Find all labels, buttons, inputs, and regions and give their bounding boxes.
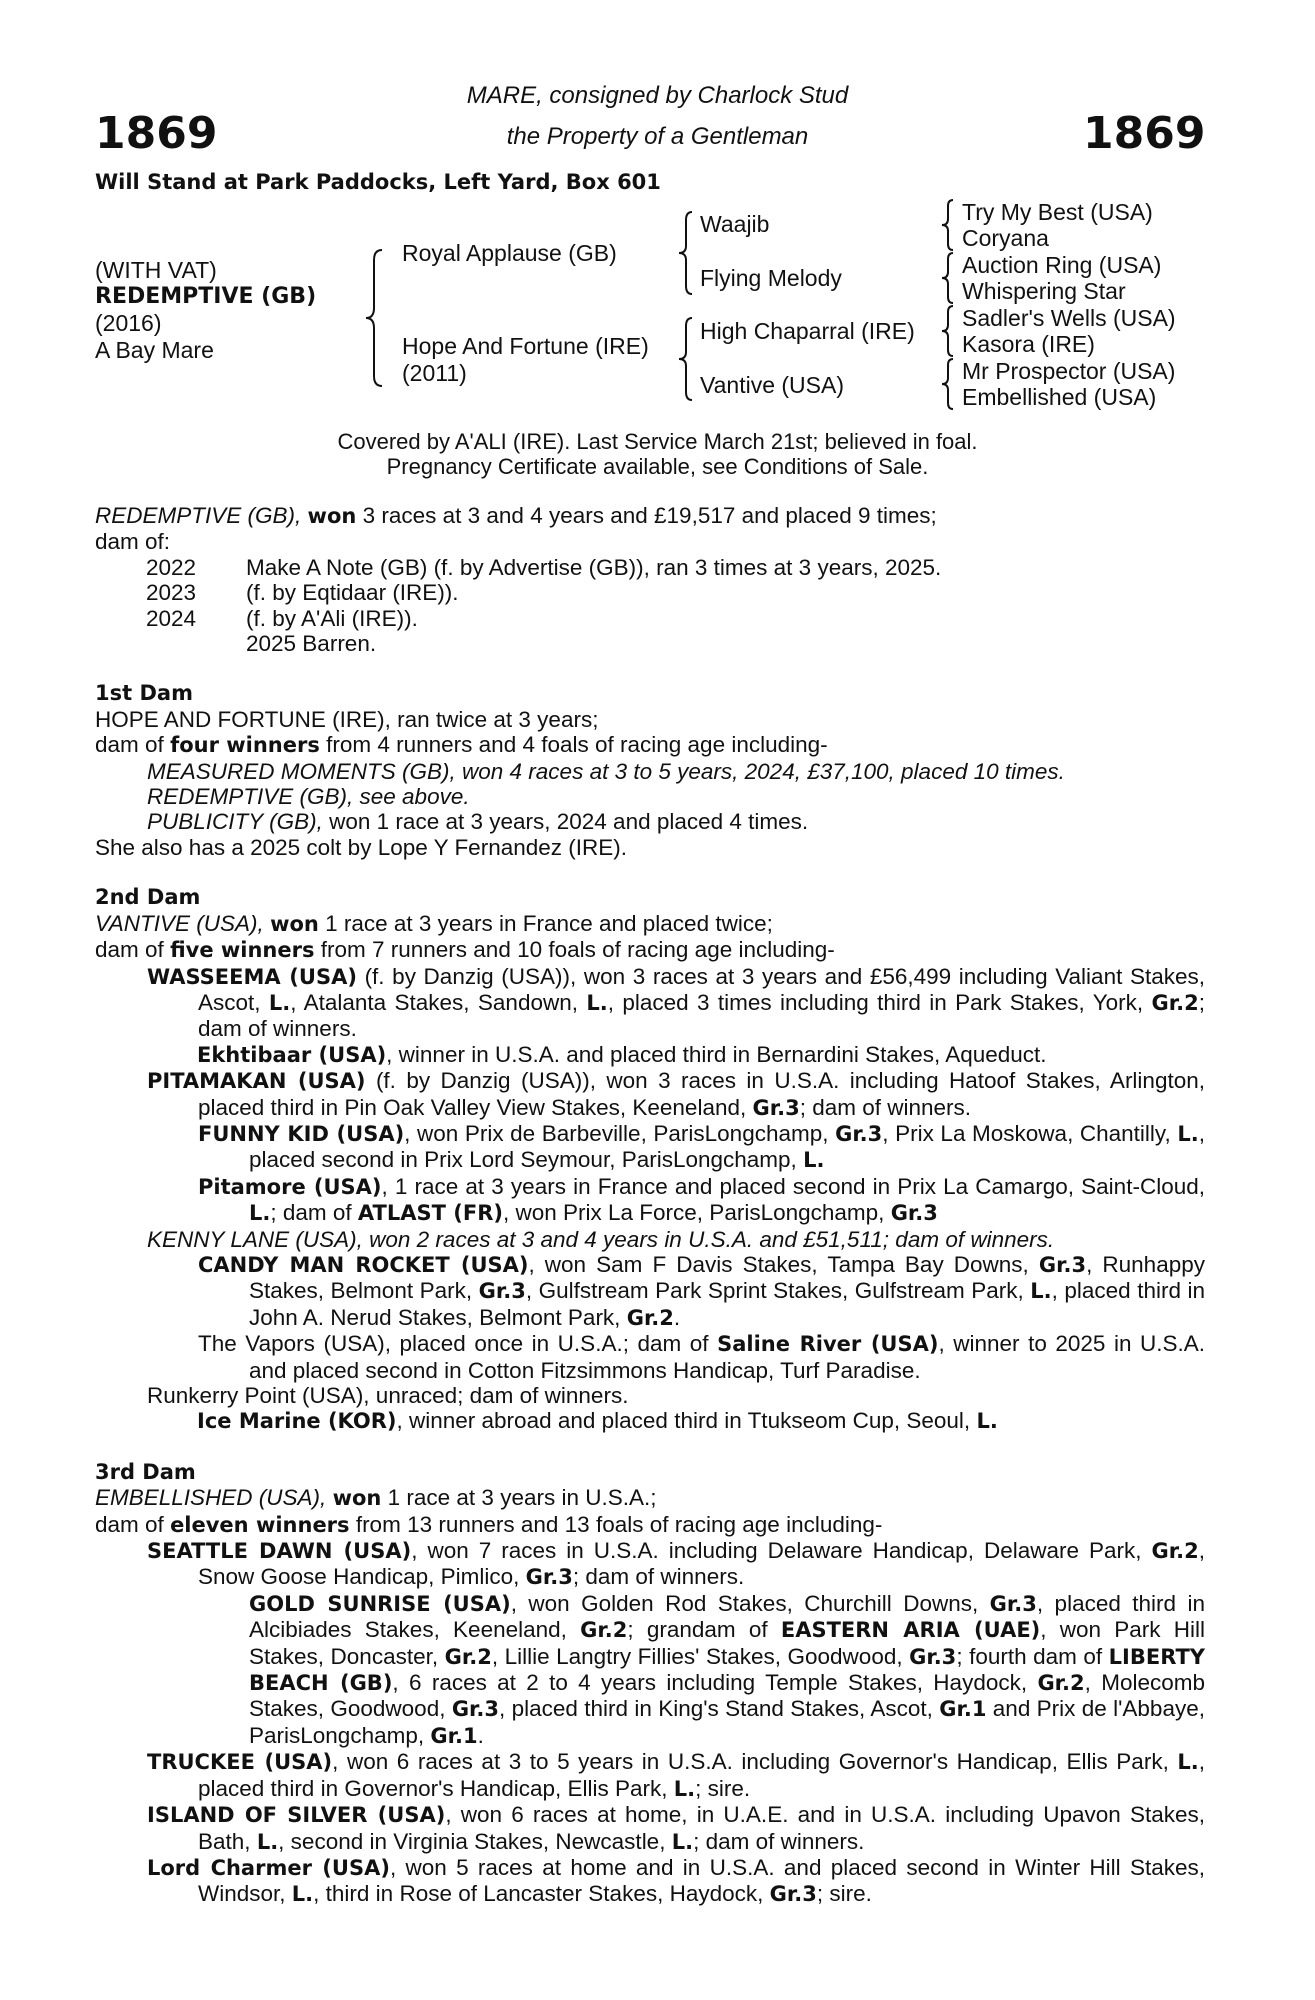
dam-year: (2011) [402, 360, 467, 386]
covered-line-2: Pregnancy Certificate available, see Conditions of Sale. [386, 454, 929, 479]
produce-gold-sunrise: GOLD SUNRISE (USA), won Golden Rod Stakes, Churchill Downs, Gr.3, placed third in Alcibiades Stakes, Keeneland, Gr.2; grandam of EASTERN ARIA (UAE), won Park Hill Stakes, Doncaster, Gr.2, Lillie Langtry Fillies' Stakes, Goodwood, Gr.3; fourth dam of LIBERTY BEACH (GB), 6 races at 2 to 4 years including Temple Stakes, Haydock, Gr.2, Molecomb Stakes, Goodwood, Gr.3, placed third in King's Stand Stakes, Ascot, Gr.1 and Prix de l'Abbaye, ParisLongchamp, Gr.1. [249, 1590, 1206, 1748]
produce-candy-man-rocket: CANDY MAN ROCKET (USA), won Sam F Davis Stakes, Tampa Bay Downs, Gr.3, Runhappy Stakes, Belmont Park, Gr.3, Gulfstream Park Sprint Stakes, Gulfstream Park, L., placed third in John A. Nerud Stakes, Belmont Park, Gr.2. [198, 1251, 1205, 1330]
consignor-line-1: MARE, consigned by Charlock Stud [466, 82, 849, 109]
produce-seattle-dawn: SEATTLE DAWN (USA), won 7 races in U.S.A. including Delaware Handicap, Delaware Park, Gr.2, Snow Goose Handicap, Pimlico, Gr.3; dam of winners. [147, 1538, 1205, 1590]
produce-truckee: TRUCKEE (USA), won 6 races at 3 to 5 years in U.S.A. including Governor's Handicap, Ellis Park, L., placed third in Governor's Handicap, Ellis Park, L.; sire. [147, 1749, 1206, 1801]
subject-name: REDEMPTIVE (GB) [95, 284, 317, 309]
foal-row: 2025 Barren. [246, 631, 377, 657]
produce-pitamakan: PITAMAKAN (USA) (f. by Danzig (USA)), won 3 races in U.S.A. including Hatoof Stakes, Arlington, placed third in Pin Oak Valley View Stakes, Keeneland, Gr.3; dam of winners. [147, 1068, 1205, 1120]
produce-wasseema: WASSEEMA (USA) (f. by Danzig (USA)), won 3 races at 3 years and £56,499 including Valiant Stakes, Ascot, L., Atalanta Stakes, Sandown, L., placed 3 times including third in Park Stakes, York, Gr.2; dam of winners. [147, 963, 1205, 1042]
produce-island-of-silver: ISLAND OF SILVER (USA), won 6 races at home, in U.A.E. and in U.S.A. including Upavon Stakes, Bath, L., second in Virginia Stakes, Newcastle, L.; dam of winners. [147, 1802, 1205, 1854]
dam: Hope And Fortune (IRE) [402, 333, 649, 359]
ped-ddd: Embellished (USA) [962, 384, 1157, 410]
foal-row: 2024 (f. by A'Ali (IRE)). [146, 605, 418, 631]
pedigree-brace-3d [938, 357, 958, 411]
subject-description: A Bay Mare [95, 337, 214, 363]
covered-line-1: Covered by A'ALI (IRE). Last Service March 21st; believed in foal. [337, 429, 978, 454]
sire-dam: Flying Melody [700, 265, 842, 291]
subject-year: (2016) [95, 310, 162, 336]
first-dam-line: She also has a 2025 colt by Lope Y Fernandez (IRE). [95, 834, 628, 860]
sire-sire: Waajib [700, 211, 770, 237]
first-dam-line: dam of four winners from 4 runners and 4 foals of racing age including- [95, 732, 828, 758]
ped-ssd: Coryana [962, 225, 1049, 251]
ped-dds: Mr Prospector (USA) [962, 358, 1176, 384]
produce-pitamore: Pitamore (USA), 1 race at 3 years in France and placed second in Prix La Camargo, Saint-Cloud, L.; dam of ATLAST (FR), won Prix La Force, ParisLongchamp, Gr.3 [198, 1173, 1205, 1226]
foal-row: 2022 Make A Note (GB) (f. by Advertise (GB)), ran 3 times at 3 years, 2025. [146, 554, 942, 580]
produce-ekhtibaar: Ekhtibaar (USA), winner in U.S.A. and placed third in Bernardini Stakes, Aqueduct. [197, 1041, 1047, 1067]
first-dam-heading: 1st Dam [95, 681, 193, 706]
first-dam-line: HOPE AND FORTUNE (IRE), ran twice at 3 years; [95, 706, 599, 732]
lot-number-left: 1869 [95, 108, 218, 159]
dam-sire: High Chaparral (IRE) [700, 318, 915, 344]
third-dam-heading: 3rd Dam [95, 1459, 196, 1484]
lot-number-right: 1869 [1083, 108, 1206, 159]
catalogue-body [95, 503, 1205, 1908]
second-dam-line: dam of five winners from 7 runners and 10 foals of racing age including- [95, 937, 835, 963]
third-dam-line: dam of eleven winners from 13 runners and 13 foals of racing age including- [95, 1511, 883, 1537]
ped-sss: Try My Best (USA) [962, 199, 1153, 225]
sire: Royal Applause (GB) [402, 240, 617, 266]
first-dam-produce: PUBLICITY (GB), won 1 race at 3 years, 2024 and placed 4 times. [147, 809, 809, 835]
second-dam-line: VANTIVE (USA), won 1 race at 3 years in France and placed twice; [95, 910, 773, 936]
pedigree-brace-2a [674, 210, 698, 296]
ped-dss: Sadler's Wells (USA) [962, 305, 1176, 331]
pedigree-brace-1 [360, 248, 390, 388]
stand-location: Will Stand at Park Paddocks, Left Yard, Box 601 [95, 170, 661, 194]
foal-row: 2023 (f. by Eqtidaar (IRE)). [146, 580, 459, 606]
consignor-line-2: the Property of a Gentleman [506, 123, 809, 150]
intro-dam-of: dam of: [95, 529, 171, 555]
produce-runkerry-point: Runkerry Point (USA), unraced; dam of winners. [147, 1383, 629, 1408]
third-dam-line: EMBELLISHED (USA), won 1 race at 3 years in U.S.A.; [95, 1485, 657, 1511]
produce-the-vapors: The Vapors (USA), placed once in U.S.A.; dam of Saline River (USA), winner to 2025 in U.S.A. and placed second in Cotton Fitzsimmons Handicap, Turf Paradise. [198, 1331, 1206, 1383]
foal-list [146, 555, 941, 657]
produce-funny-kid: FUNNY KID (USA), won Prix de Barbeville, ParisLongchamp, Gr.3, Prix La Moskowa, Chantilly, L., placed second in Prix Lord Seymour, ParisLongchamp, L. [198, 1120, 1205, 1173]
intro-line: REDEMPTIVE (GB), won 3 races at 3 and 4 years and £19,517 and placed 9 times; [95, 503, 937, 528]
subject-vat: (WITH VAT) [95, 257, 217, 283]
produce-lord-charmer: Lord Charmer (USA), won 5 races at home and in U.S.A. and placed second in Winter Hill Stakes, Windsor, L., third in Rose of Lancaster Stakes, Haydock, Gr.3; sire. [147, 1854, 1205, 1907]
dam-dam: Vantive (USA) [700, 372, 845, 398]
pedigree-brace-3c [938, 304, 958, 358]
produce-ice-marine: Ice Marine (KOR), winner abroad and placed third in Ttukseom Cup, Seoul, L. [197, 1408, 998, 1434]
pedigree-brace-3b [938, 251, 958, 305]
ped-sds: Auction Ring (USA) [962, 252, 1162, 278]
second-dam-heading: 2nd Dam [95, 885, 201, 910]
pedigree-brace-2b [674, 316, 698, 402]
ped-dsd: Kasora (IRE) [962, 331, 1095, 357]
ped-sdd: Whispering Star [962, 278, 1126, 304]
first-dam-produce: MEASURED MOMENTS (GB), won 4 races at 3 to 5 years, 2024, £37,100, placed 10 times. [147, 758, 1065, 784]
pedigree-brace-3a [938, 198, 958, 252]
produce-kenny-lane: KENNY LANE (USA), won 2 races at 3 and 4 years in U.S.A. and £51,511; dam of winners. [147, 1226, 1055, 1252]
first-dam-produce: REDEMPTIVE (GB), see above. [147, 784, 470, 810]
